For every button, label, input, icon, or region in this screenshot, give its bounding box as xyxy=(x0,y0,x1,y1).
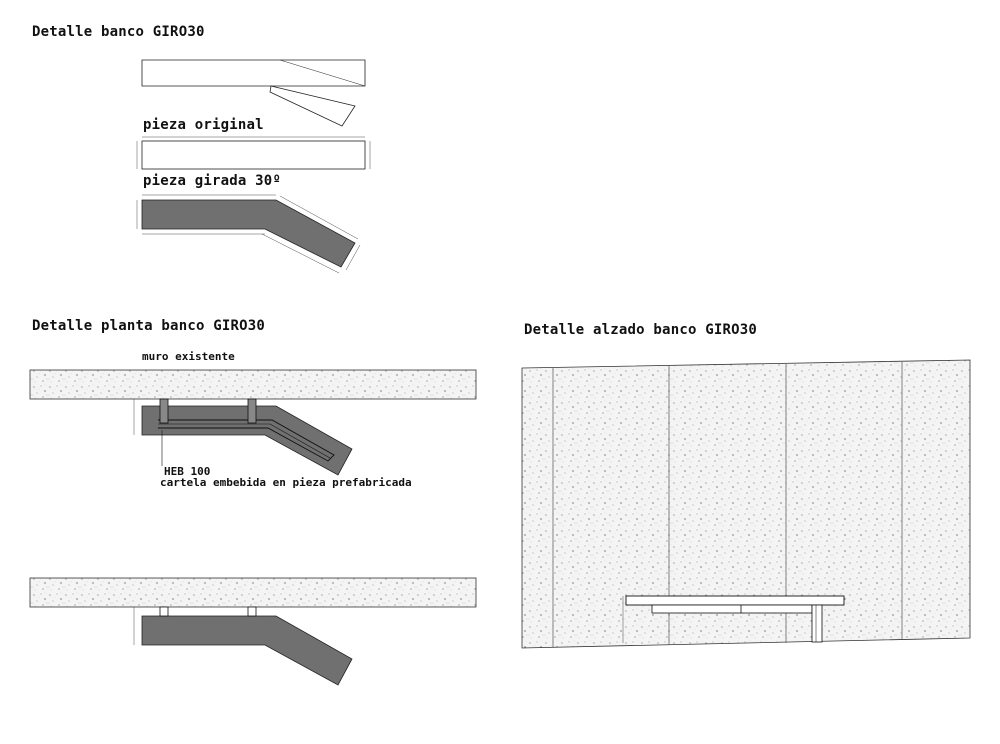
pieza-original-shape xyxy=(137,137,370,169)
pieza-girada-shape xyxy=(137,195,360,273)
label-pieza-original: pieza original xyxy=(143,117,264,133)
label-muro-existente: muro existente xyxy=(142,350,235,363)
label-heb: HEB 100 xyxy=(164,465,211,478)
bench-overview xyxy=(142,60,365,126)
title-detalle-alzado: Detalle alzado banco GIRO30 xyxy=(524,322,757,338)
title-detalle-planta: Detalle planta banco GIRO30 xyxy=(32,318,265,334)
label-pieza-girada: pieza girada 30º xyxy=(143,173,282,189)
label-cartela: cartela embebida en pieza prefabricada xyxy=(160,476,412,489)
plan-wall-1 xyxy=(30,370,476,399)
title-detalle-banco: Detalle banco GIRO30 xyxy=(32,24,205,40)
plan-wall-2 xyxy=(30,578,476,607)
plan-bench-2 xyxy=(134,607,352,685)
plan-bench-1 xyxy=(134,399,352,475)
